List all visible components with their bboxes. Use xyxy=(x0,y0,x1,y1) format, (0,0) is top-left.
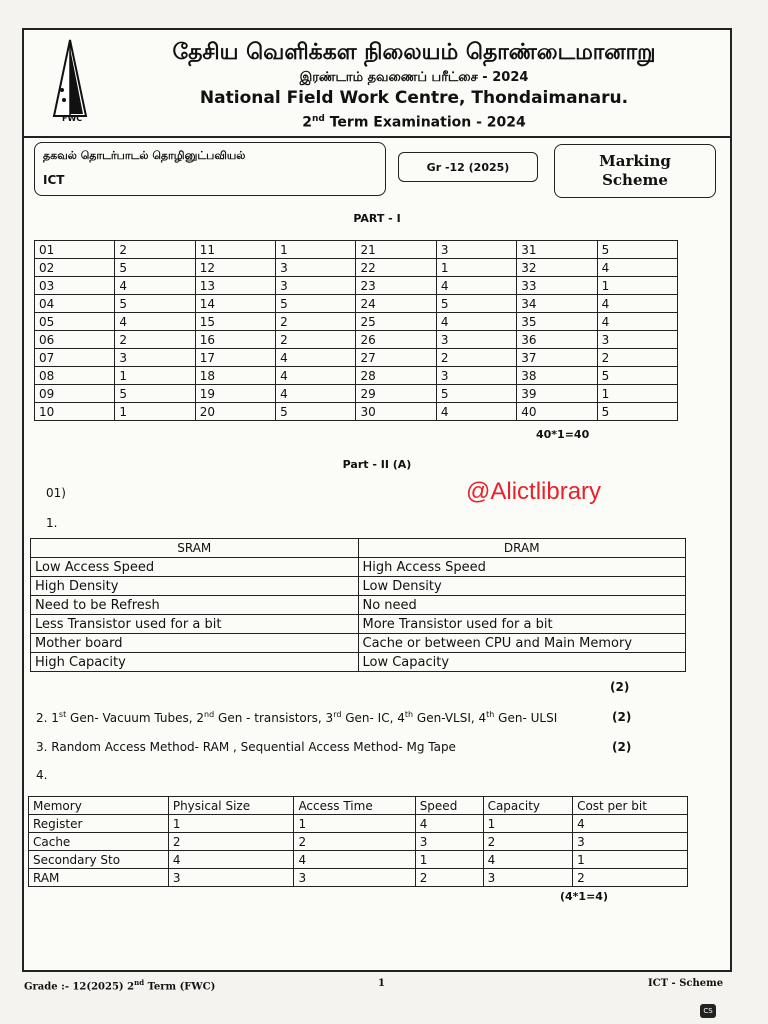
table-cell: 4 xyxy=(415,815,483,833)
table-cell: 2 xyxy=(115,331,195,349)
table-row xyxy=(31,596,686,615)
table-cell: 25 xyxy=(356,313,436,331)
part1-total: 40*1=40 xyxy=(536,428,590,441)
table-cell: 31 xyxy=(517,241,597,259)
table-cell: 3 xyxy=(597,331,677,349)
table-cell: 4 xyxy=(483,851,572,869)
table-cell: No need xyxy=(358,596,686,615)
table-row xyxy=(31,577,686,596)
table-row xyxy=(29,869,688,887)
logo-label: FWC xyxy=(62,114,83,123)
subquestion-1: 1. xyxy=(46,516,58,530)
table-cell: 4 xyxy=(276,367,356,385)
table-cell: 4 xyxy=(168,851,294,869)
table-cell: Less Transistor used for a bit xyxy=(31,615,359,634)
table-cell: 3 xyxy=(415,833,483,851)
mark-q4: (4*1=4) xyxy=(560,890,608,903)
table-cell: 12 xyxy=(195,259,275,277)
table-row xyxy=(35,277,678,295)
table-cell: 2 xyxy=(276,313,356,331)
subject-tamil: தகவல் தொடர்பாடல் தொழினுட்பவியல் xyxy=(43,149,246,162)
part2-title: Part - II (A) xyxy=(342,458,412,471)
table-cell: 03 xyxy=(35,277,115,295)
table-cell: 3 xyxy=(115,349,195,367)
part1-answer-table xyxy=(34,240,678,421)
table-row xyxy=(35,385,678,403)
table-cell: Low Capacity xyxy=(358,653,686,672)
subject-box xyxy=(34,142,386,196)
table-header: DRAM xyxy=(358,539,686,558)
table-cell: 06 xyxy=(35,331,115,349)
table-cell: Cache xyxy=(29,833,169,851)
table-cell: 09 xyxy=(35,385,115,403)
table-cell: 4 xyxy=(436,277,516,295)
table-header-row xyxy=(29,797,688,815)
table-cell: 4 xyxy=(115,277,195,295)
table-cell: More Transistor used for a bit xyxy=(358,615,686,634)
table-cell: 2 xyxy=(294,833,415,851)
table-cell: 2 xyxy=(483,833,572,851)
table-cell: 4 xyxy=(597,313,677,331)
table-cell: Need to be Refresh xyxy=(31,596,359,615)
table-cell: 4 xyxy=(436,313,516,331)
table-cell: 5 xyxy=(597,241,677,259)
table-row xyxy=(35,295,678,313)
table-cell: 3 xyxy=(483,869,572,887)
table-cell: 21 xyxy=(356,241,436,259)
table-cell: 3 xyxy=(436,331,516,349)
part1-title: PART - I xyxy=(353,212,401,225)
table-row xyxy=(29,815,688,833)
table-cell: 05 xyxy=(35,313,115,331)
table-cell: 1 xyxy=(294,815,415,833)
table-cell: 39 xyxy=(517,385,597,403)
table-row xyxy=(31,558,686,577)
table-cell: 24 xyxy=(356,295,436,313)
memory-hierarchy-table xyxy=(28,796,688,887)
subquestion-4: 4. xyxy=(36,768,48,782)
table-cell: 1 xyxy=(597,385,677,403)
footer-subject: ICT - Scheme xyxy=(648,978,724,989)
table-row xyxy=(35,313,678,331)
table-cell: 34 xyxy=(517,295,597,313)
table-cell: 5 xyxy=(276,403,356,421)
table-cell: 2 xyxy=(436,349,516,367)
term-title: 2nd Term Examination - 2024 xyxy=(302,114,526,131)
table-cell: 15 xyxy=(195,313,275,331)
table-cell: 5 xyxy=(276,295,356,313)
table-cell: 23 xyxy=(356,277,436,295)
footer-page-number: 1 xyxy=(378,978,385,989)
table-cell: 38 xyxy=(517,367,597,385)
table-row xyxy=(35,241,678,259)
table-cell: 10 xyxy=(35,403,115,421)
table-cell: Cache or between CPU and Main Memory xyxy=(358,634,686,653)
table-cell: 1 xyxy=(115,403,195,421)
table-cell: 36 xyxy=(517,331,597,349)
table-cell: 40 xyxy=(517,403,597,421)
table-cell: 30 xyxy=(356,403,436,421)
table-cell: 35 xyxy=(517,313,597,331)
table-cell: 2 xyxy=(276,331,356,349)
table-cell: 27 xyxy=(356,349,436,367)
answer-q2: 2. 1st Gen- Vacuum Tubes, 2nd Gen - transistors, 3rd Gen- IC, 4th Gen-VLSI, 4th Gen- ULSI xyxy=(36,710,558,725)
table-cell: 5 xyxy=(597,403,677,421)
grade-box: Gr -12 (2025) xyxy=(398,152,538,182)
sram-dram-table xyxy=(30,538,686,672)
table-cell: 1 xyxy=(483,815,572,833)
subject-english: ICT xyxy=(43,173,65,187)
table-cell: 4 xyxy=(573,815,688,833)
table-row xyxy=(35,331,678,349)
table-cell: 5 xyxy=(436,295,516,313)
table-cell: 4 xyxy=(597,295,677,313)
table-cell: 2 xyxy=(115,241,195,259)
table-cell: 32 xyxy=(517,259,597,277)
table-cell: 3 xyxy=(573,833,688,851)
table-cell: 4 xyxy=(276,349,356,367)
table-cell: 04 xyxy=(35,295,115,313)
table-cell: RAM xyxy=(29,869,169,887)
table-header: Speed xyxy=(415,797,483,815)
table-cell: 4 xyxy=(115,313,195,331)
table-cell: Low Density xyxy=(358,577,686,596)
table-cell: 5 xyxy=(436,385,516,403)
table-header: Capacity xyxy=(483,797,572,815)
table-header: Cost per bit xyxy=(573,797,688,815)
mark-q3: (2) xyxy=(612,740,632,754)
footer-grade: Grade :- 12(2025) 2nd Term (FWC) xyxy=(24,978,216,993)
table-cell: 01 xyxy=(35,241,115,259)
table-cell: 1 xyxy=(573,851,688,869)
table-cell: 4 xyxy=(276,385,356,403)
institution-english: National Field Work Centre, Thondaimanaru. xyxy=(199,88,629,108)
table-row xyxy=(31,634,686,653)
institution-tamil: தேசிய வெளிக்கள நிலையம் தொண்டைமானாறு xyxy=(172,40,656,65)
table-cell: 3 xyxy=(436,241,516,259)
table-cell: 2 xyxy=(168,833,294,851)
table-cell: 5 xyxy=(115,259,195,277)
table-cell: 11 xyxy=(195,241,275,259)
table-cell: 2 xyxy=(597,349,677,367)
table-cell: 02 xyxy=(35,259,115,277)
table-cell: 19 xyxy=(195,385,275,403)
table-cell: 5 xyxy=(597,367,677,385)
table-row xyxy=(35,349,678,367)
table-cell: 4 xyxy=(436,403,516,421)
table-row xyxy=(35,367,678,385)
table-header: SRAM xyxy=(31,539,359,558)
table-cell: 08 xyxy=(35,367,115,385)
marking-scheme-box: Marking Scheme xyxy=(554,144,716,198)
table-cell: 3 xyxy=(276,277,356,295)
table-cell: 3 xyxy=(294,869,415,887)
table-row xyxy=(31,615,686,634)
table-row xyxy=(29,851,688,869)
table-header: Access Time xyxy=(294,797,415,815)
table-cell: 20 xyxy=(195,403,275,421)
table-row xyxy=(29,833,688,851)
table-cell: 3 xyxy=(276,259,356,277)
table-row xyxy=(35,403,678,421)
table-cell: 1 xyxy=(115,367,195,385)
table-cell: 1 xyxy=(276,241,356,259)
table-cell: 1 xyxy=(436,259,516,277)
table-cell: 1 xyxy=(168,815,294,833)
table-cell: 5 xyxy=(115,385,195,403)
mark-q1: (2) xyxy=(610,680,630,694)
table-cell: 26 xyxy=(356,331,436,349)
table-cell: 3 xyxy=(436,367,516,385)
table-cell: 16 xyxy=(195,331,275,349)
table-cell: 14 xyxy=(195,295,275,313)
exam-tamil: இரண்டாம் தவணைப் பரீட்சை - 2024 xyxy=(299,70,529,85)
table-cell: 13 xyxy=(195,277,275,295)
table-cell: 3 xyxy=(168,869,294,887)
table-cell: High Capacity xyxy=(31,653,359,672)
table-cell: 4 xyxy=(294,851,415,869)
table-header: Physical Size xyxy=(168,797,294,815)
exam-sheet xyxy=(22,28,732,972)
table-cell: 2 xyxy=(415,869,483,887)
table-cell: Mother board xyxy=(31,634,359,653)
table-cell: 1 xyxy=(415,851,483,869)
table-cell: 4 xyxy=(597,259,677,277)
table-cell: 33 xyxy=(517,277,597,295)
table-cell: 1 xyxy=(597,277,677,295)
table-cell: 5 xyxy=(115,295,195,313)
table-row xyxy=(35,259,678,277)
table-cell: 17 xyxy=(195,349,275,367)
table-cell: 07 xyxy=(35,349,115,367)
table-cell: Low Access Speed xyxy=(31,558,359,577)
table-cell: High Density xyxy=(31,577,359,596)
table-cell: 18 xyxy=(195,367,275,385)
answer-q3: 3. Random Access Method- RAM , Sequential Access Method- Mg Tape xyxy=(36,740,456,754)
table-cell: High Access Speed xyxy=(358,558,686,577)
table-header: Memory xyxy=(29,797,169,815)
watermark: @Alictlibrary xyxy=(466,478,602,505)
camscanner-badge: CS xyxy=(700,1004,716,1018)
table-cell: 29 xyxy=(356,385,436,403)
table-cell: Secondary Sto xyxy=(29,851,169,869)
question-number: 01) xyxy=(46,486,66,500)
mark-q2: (2) xyxy=(612,710,632,724)
table-row xyxy=(31,653,686,672)
table-cell: 2 xyxy=(573,869,688,887)
table-cell: 28 xyxy=(356,367,436,385)
table-cell: 22 xyxy=(356,259,436,277)
table-cell: 37 xyxy=(517,349,597,367)
header xyxy=(24,30,730,138)
table-cell: Register xyxy=(29,815,169,833)
